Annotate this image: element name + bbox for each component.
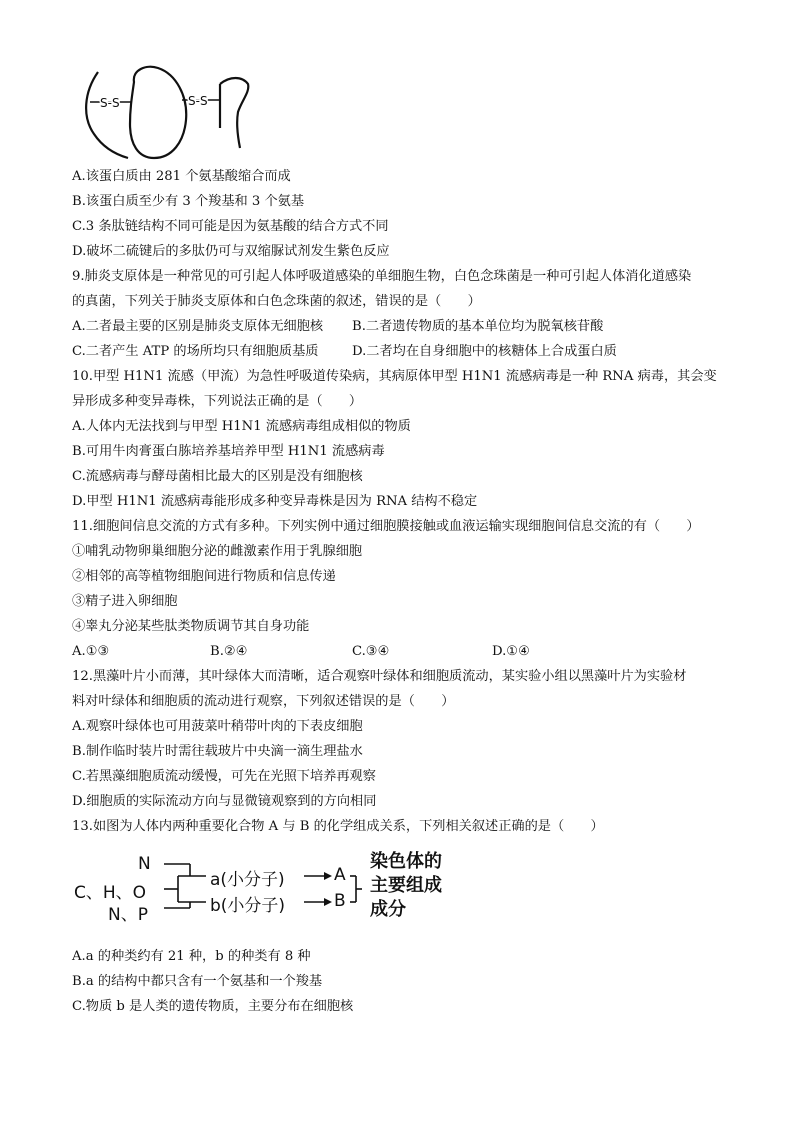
q11-option-d: D.①④ xyxy=(492,644,530,659)
q12-option-c: C.若黑藻细胞质流动缓慢，可先在光照下培养再观察 xyxy=(72,769,376,784)
q9-option-d: D.二者均在自身细胞中的核糖体上合成蛋白质 xyxy=(352,344,617,359)
disulfide-bond-right: S-S xyxy=(188,94,208,108)
q10-option-b: B.可用牛肉膏蛋白胨培养基培养甲型 H1N1 流感病毒 xyxy=(72,444,385,459)
element-n: N xyxy=(138,854,151,874)
q13-option-c: C.物质 b 是人类的遗传物质，主要分布在细胞核 xyxy=(72,999,354,1014)
q11-item-1: ①哺乳动物卵巢细胞分泌的雌激素作用于乳腺细胞 xyxy=(72,544,363,559)
q8-option-d: D.破坏二硫键后的多肽仍可与双缩脲试剂发生紫色反应 xyxy=(72,244,390,259)
compound-relationship-figure xyxy=(72,850,492,930)
compound-a: A xyxy=(334,865,346,885)
q10-option-a: A.人体内无法找到与甲型 H1N1 流感病毒组成相似的物质 xyxy=(72,419,411,434)
small-molecule-a: a(小分子) xyxy=(210,870,285,890)
q9-stem-line1: 9.肺炎支原体是一种常见的可引起人体呼吸道感染的单细胞生物，白色念珠菌是一种可引起人体消化道感染 xyxy=(72,269,692,284)
q11-item-3: ③精子进入卵细胞 xyxy=(72,594,178,609)
small-molecule-b: b(小分子) xyxy=(210,896,286,916)
elements-main: C、H、O xyxy=(74,883,147,903)
compound-b: B xyxy=(334,891,346,911)
chromosome-label-line3: 成分 xyxy=(370,899,406,920)
q10-option-d: D.甲型 H1N1 流感病毒能形成多种变异毒株是因为 RNA 结构不稳定 xyxy=(72,494,478,509)
disulfide-bond-left: S-S xyxy=(100,96,120,110)
q13-option-a: A.a 的种类约有 21 种，b 的种类有 8 种 xyxy=(72,949,311,964)
q11-option-b: B.②④ xyxy=(210,644,248,659)
q8-option-a: A.该蛋白质由 281 个氨基酸缩合而成 xyxy=(72,169,291,184)
q10-option-c: C.流感病毒与酵母菌相比最大的区别是没有细胞核 xyxy=(72,469,363,484)
q12-option-d: D.细胞质的实际流动方向与显微镜观察到的方向相同 xyxy=(72,794,377,809)
q12-stem-line1: 12.黑藻叶片小而薄，其叶绿体大而清晰，适合观察叶绿体和细胞质流动，某实验小组以黑藻叶片为实验材 xyxy=(72,669,687,684)
elements-n-p: N、P xyxy=(108,905,148,925)
q9-option-a: A.二者最主要的区别是肺炎支原体无细胞核 xyxy=(72,319,324,334)
q11-item-2: ②相邻的高等植物细胞间进行物质和信息传递 xyxy=(72,569,336,584)
chromosome-label-line2: 主要组成 xyxy=(370,875,442,896)
q10-stem-line2: 异形成多种变异毒株，下列说法正确的是（ ） xyxy=(72,394,363,409)
q12-option-b: B.制作临时装片时需往载玻片中央滴一滴生理盐水 xyxy=(72,744,363,759)
protein-structure-figure xyxy=(80,62,260,162)
q13-stem: 13.如图为人体内两种重要化合物 A 与 B 的化学组成关系，下列相关叙述正确的是（ ） xyxy=(72,819,604,834)
q11-stem: 11.细胞间信息交流的方式有多种。下列实例中通过细胞膜接触或血液运输实现细胞间信息交流的有（ ） xyxy=(72,519,700,534)
q9-option-c: C.二者产生 ATP 的场所均只有细胞质基质 xyxy=(72,344,319,359)
q8-option-b: B.该蛋白质至少有 3 个羧基和 3 个氨基 xyxy=(72,194,305,209)
q9-option-b: B.二者遗传物质的基本单位均为脱氧核苷酸 xyxy=(352,319,604,334)
q10-stem-line1: 10.甲型 H1N1 流感（甲流）为急性呼吸道传染病，其病原体甲型 H1N1 流感病毒是一种 RNA 病毒，其会变 xyxy=(72,369,717,384)
q11-item-4: ④睾丸分泌某些肽类物质调节其自身功能 xyxy=(72,619,310,634)
q12-stem-line2: 料对叶绿体和细胞质的流动进行观察，下列叙述错误的是（ ） xyxy=(72,694,455,709)
q11-option-c: C.③④ xyxy=(352,644,390,659)
q8-option-c: C.3 条肽链结构不同可能是因为氨基酸的结合方式不同 xyxy=(72,219,389,234)
q11-option-a: A.①③ xyxy=(72,644,110,659)
q12-option-a: A.观察叶绿体也可用菠菜叶稍带叶肉的下表皮细胞 xyxy=(72,719,363,734)
q13-option-b: B.a 的结构中都只含有一个氨基和一个羧基 xyxy=(72,974,323,989)
q9-stem-line2: 的真菌，下列关于肺炎支原体和白色念珠菌的叙述，错误的是（ ） xyxy=(72,294,481,309)
chromosome-label-line1: 染色体的 xyxy=(370,851,442,872)
